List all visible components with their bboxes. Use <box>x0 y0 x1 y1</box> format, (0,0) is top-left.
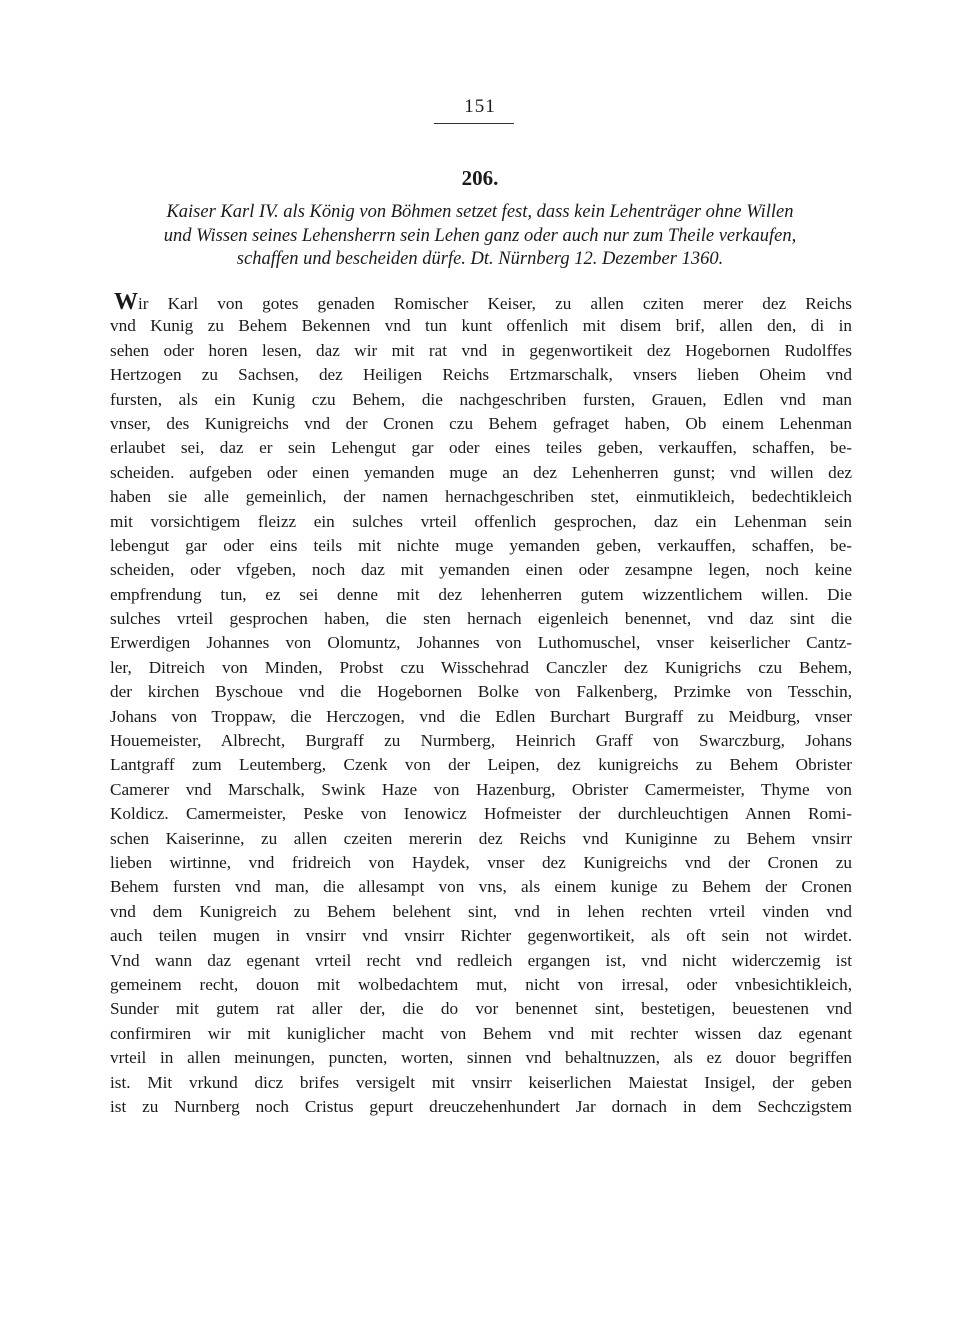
body-line: ist zu Nurnberg noch Cristus gepurt dreuczehenhundert Jar dornach in dem Sechczigstem <box>110 1096 852 1116</box>
body-line: lebengut gar oder eins teils mit nichte muge yemanden geben, verkauffen, schaffen, be- <box>110 535 852 555</box>
heading-line: und Wissen seines Lehensherrn sein Lehen ganz oder auch nur zum Theile verkaufen, <box>163 225 797 246</box>
body-line: Koldicz. Camermeister, Peske von Ienowicz Hofmeister der durchleuchtigen Annen Romi- <box>110 804 852 824</box>
document-heading <box>110 201 850 272</box>
body-line: der kirchen Byschoue vnd die Hogebornen Bolke von Falkenberg, Przimke von Tesschin, <box>110 682 852 702</box>
body-line: vnser, des Kunigreichs vnd der Cronen czu Behem gefraget haben, Ob einem Lehenman <box>110 413 852 433</box>
body-line: gemeinem recht, douon mit wolbedachtem mut, nicht von irresal, oder vnbesichtikleich, <box>110 974 852 994</box>
body-line: scheiden. aufgeben oder einen yemanden muge an dez Lehenherren gunst; vnd willen dez <box>110 462 852 482</box>
body-line: auch teilen mugen in vnsirr vnd vnsirr Richter gegenwortikeit, als oft sein not wirdet. <box>110 926 852 946</box>
body-line: lieben wirtinne, vnd fridreich von Haydek, vnser dez Kunigreichs vnd der Cronen zu <box>110 852 852 872</box>
body-line: confirmiren wir mit kuniglicher macht von Behem vnd mit rechter wissen daz egenant <box>110 1023 852 1043</box>
body-line: Behem fursten vnd man, die allesampt von vns, als einem kunige zu Behem der Cronen <box>110 877 852 897</box>
body-line: Lantgraff zum Leutemberg, Czenk von der Leipen, dez kunigreichs zu Behem Obrister <box>110 755 852 775</box>
body-line: vrteil in allen meinungen, puncten, worten, sinnen vnd behaltnuzzen, als ez douor begriffen <box>110 1048 852 1068</box>
body-line: empfrendung tun, ez sei denne mit dez lehenherren gutem wizzentlichem willen. Die <box>110 584 852 604</box>
body-line: fursten, als ein Kunig czu Behem, die nachgeschriben fursten, Grauen, Edlen vnd man <box>110 389 852 409</box>
body-line: ist. Mit vrkund dicz brifes versigelt mit vnsirr keiserlichen Maiestat Insigel, der geben <box>110 1072 852 1092</box>
body-line: sulches vrteil gesprochen haben, die sten hernach eigenleich benennet, vnd daz sint die <box>110 609 852 629</box>
body-line: Hertzogen zu Sachsen, dez Heiligen Reichs Ertzmarschalk, vnsers lieben Oheim vnd <box>110 365 852 385</box>
body-line: schen Kaiserinne, zu allen czeiten mererin dez Reichs vnd Kuniginne zu Behem vnsirr <box>110 828 852 848</box>
body-line: scheiden, oder vfgeben, noch daz mit yemanden einen oder zesampne legen, noch keine <box>110 560 852 580</box>
body-line: Sunder mit gutem rat aller der, die do vor benennet sint, bestetigen, beuestenen vnd <box>110 999 852 1019</box>
body-line: Erwerdigen Johannes von Olomuntz, Johannes von Luthomuschel, vnser keiserlicher Cantz- <box>110 633 852 653</box>
body-line: ler, Ditreich von Minden, Probst czu Wisschehrad Canczler dez Kunigrichs czu Behem, <box>110 657 852 677</box>
body-line: mit vorsichtigem fleizz ein sulches vrteil offenlich gesprochen, daz ein Lehenman sein <box>110 511 852 531</box>
body-line: vnd dem Kunigreich zu Behem belehent sint, vnd in lehen rechten vrteil vinden vnd <box>110 901 852 921</box>
document-body <box>110 290 852 1119</box>
body-line: haben sie alle gemeinlich, der namen hernachgeschriben stet, einmutikleich, bedechtikleich <box>110 487 852 507</box>
body-line: vnd Kunig zu Behem Bekennen vnd tun kunt offenlich mit disem brif, allen den, di in <box>110 316 852 336</box>
body-line: Johans von Troppaw, die Herczogen, vnd die Edlen Burchart Burgraff zu Meidburg, vnser <box>110 706 852 726</box>
initial-letter: W <box>114 289 138 315</box>
page-number: 151 <box>464 96 496 117</box>
body-line: erlaubet sei, daz er sein Lehengut gar oder eines teiles geben, verkauffen, schaffen, be- <box>110 438 852 458</box>
page-number-rule <box>434 123 514 124</box>
heading-line: schaffen und bescheiden dürfe. Dt. Nürnberg 12. Dezember 1360. <box>236 249 724 269</box>
body-line-first <box>110 290 852 314</box>
body-line: Vnd wann daz egenant vrteil recht vnd redleich ergangen ist, vnd nicht widerczemig ist <box>110 950 852 970</box>
body-line: Camerer vnd Marschalk, Swink Haze von Hazenburg, Obrister Camermeister, Thyme von <box>110 779 852 799</box>
body-line: Houemeister, Albrecht, Burgraff zu Nurmberg, Heinrich Graff von Swarczburg, Johans <box>110 731 852 751</box>
heading-line: Kaiser Karl IV. als König von Böhmen setzet fest, dass kein Lehenträger ohne Willen <box>166 202 794 222</box>
first-line-text: ir Karl von gotes genaden Romischer Keiser, zu allen cziten merer dez Reichs <box>138 294 852 313</box>
body-line: sehen oder horen lesen, daz wir mit rat vnd in gegenwortikeit dez Hogebornen Rudolffes <box>110 340 852 360</box>
document-number: 206. <box>461 166 499 190</box>
